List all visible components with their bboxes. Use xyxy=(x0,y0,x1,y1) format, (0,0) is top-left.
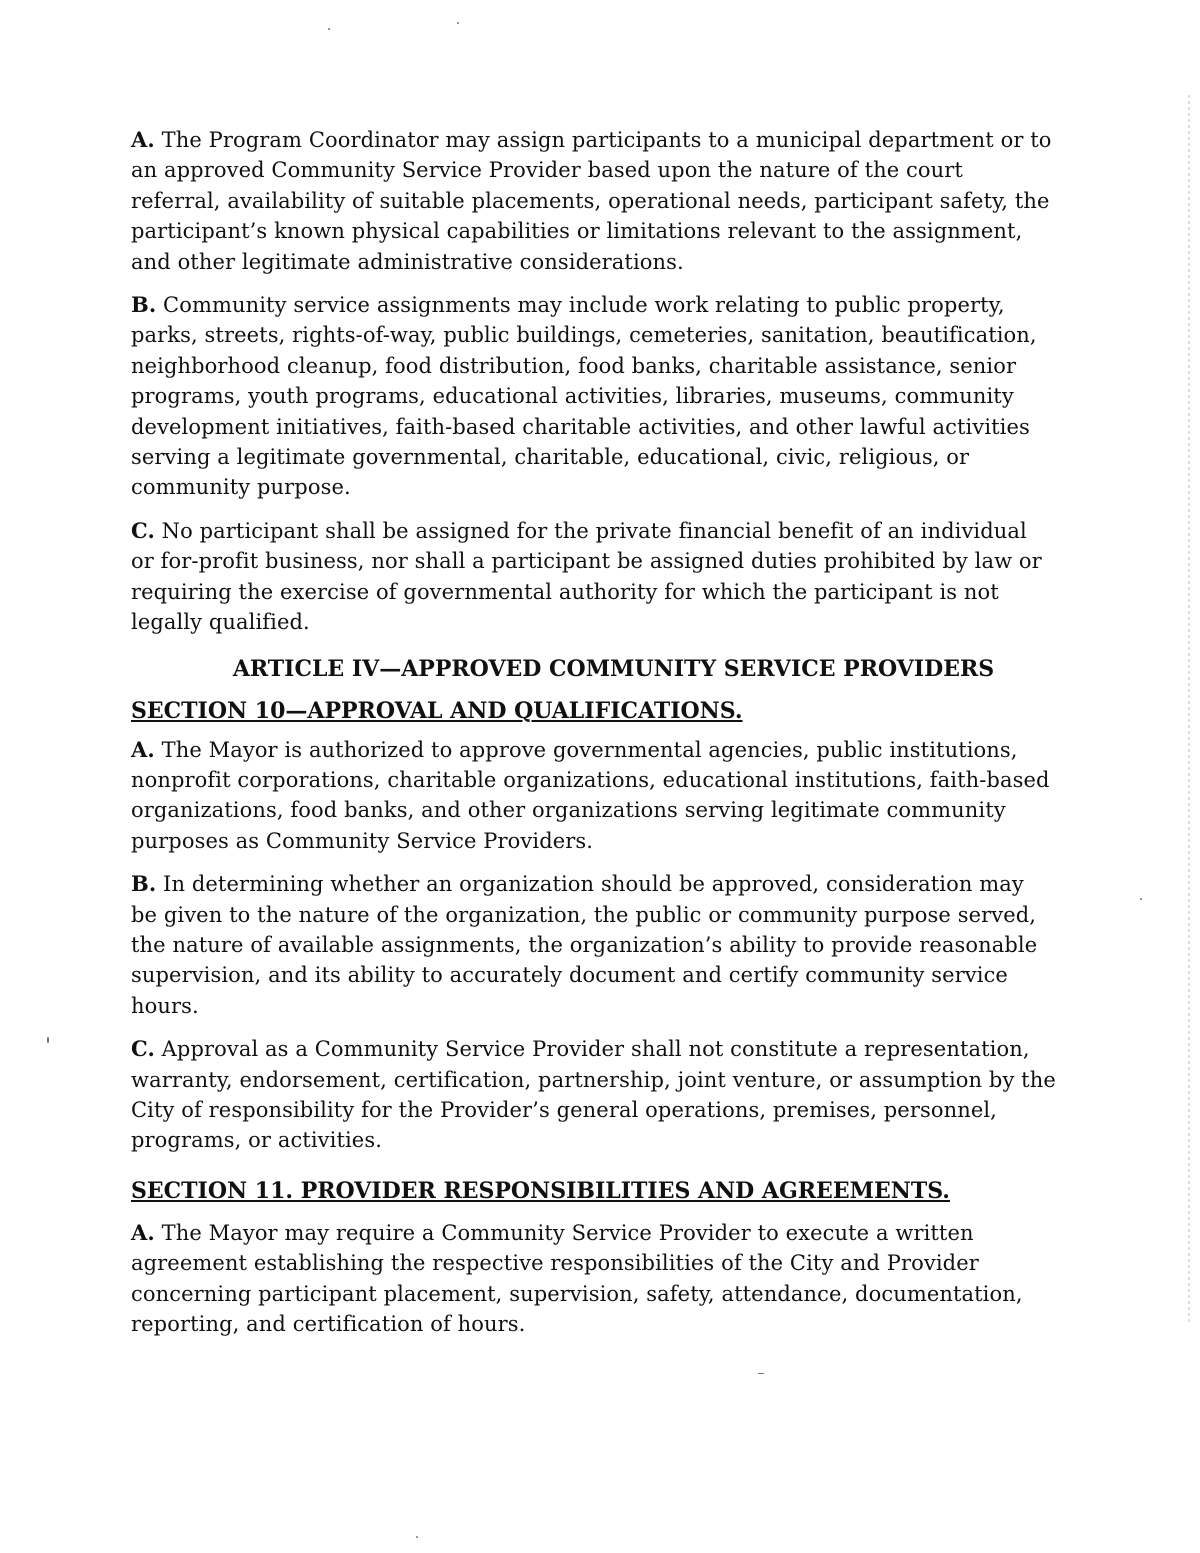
paragraph-label: A. xyxy=(131,127,155,152)
scan-speck xyxy=(416,1536,418,1538)
section-10-paragraph-a xyxy=(131,735,1056,857)
scan-edge-marks xyxy=(1188,95,1190,1325)
paragraph-text: Approval as a Community Service Provider shall not constitute a representation, warranty, endorsement, certification, partnership, joint venture, or assumption by the City of responsibility for the Provider’s general operations, premises, personnel, programs, or activities. xyxy=(131,1037,1056,1153)
paragraph-text: The Program Coordinator may assign participants to a municipal department or to an approved Community Service Provider based upon the nature of the court referral, availability of suitable placements, operational needs, participant safety, the participant’s known physical capabilities or limitations relevant to the assignment, and other legitimate administrative considerations. xyxy=(131,128,1052,274)
section-10-heading: SECTION 10—APPROVAL AND QUALIFICATIONS. xyxy=(131,697,743,724)
section-10-paragraph-c xyxy=(131,1034,1056,1156)
paragraph-text: The Mayor may require a Community Service Provider to execute a written agreement establishing the respective responsibilities of the City and Provider concerning participant placement, supervision, safety, attendance, documentation, reporting, and certification of hours. xyxy=(131,1220,1023,1336)
paragraph-text: Community service assignments may include work relating to public property, parks, streets, rights-of-way, public buildings, cemeteries, sanitation, beautification, neighborhood cleanup, food distribution, food banks, charitable assistance, senior programs, youth programs, educational activities, libraries, museums, community development initiatives, faith-based charitable activities, and other lawful activities serving a legitimate governmental, charitable, educational, civic, religious, or community purpose. xyxy=(131,293,1037,500)
paragraph-label: A. xyxy=(131,736,155,762)
document-body xyxy=(131,125,1056,1352)
paragraph-label: B. xyxy=(131,871,157,897)
section-11-heading: SECTION 11. PROVIDER RESPONSIBILITIES AND AGREEMENTS. xyxy=(131,1177,950,1204)
paragraph-b-assignment-types xyxy=(131,290,1056,503)
paragraph-label: A. xyxy=(131,1219,155,1245)
article-heading: ARTICLE IV—APPROVED COMMUNITY SERVICE PROVIDERS xyxy=(232,655,995,682)
scan-speck xyxy=(758,1373,764,1374)
scan-speck xyxy=(47,1037,49,1043)
paragraph-text: In determining whether an organization should be approved, consideration may be given to the nature of the organization, the public or community purpose served, the nature of available assignments, the organization’s ability to provide reasonable supervision, and its ability to accurately document and certify community service hours. xyxy=(131,872,1038,1018)
paragraph-c-prohibited-assignments xyxy=(131,516,1056,638)
paragraph-label: C. xyxy=(131,1036,155,1062)
scan-speck xyxy=(457,22,459,24)
paragraph-text: No participant shall be assigned for the private financial benefit of an individual or for-profit business, nor shall a participant be assigned duties prohibited by law or requiring the exercise of governmental authority for which the participant is not legally qualified. xyxy=(131,518,1042,635)
paragraph-a-assignment xyxy=(131,125,1056,277)
section-11-paragraph-a xyxy=(131,1218,1056,1340)
section-10-paragraph-b xyxy=(131,869,1056,1021)
paragraph-text: The Mayor is authorized to approve governmental agencies, public institutions, nonprofit corporations, charitable organizations, educational institutions, faith-based organizations, food banks, and other organizations serving legitimate community purposes as Community Service Providers. xyxy=(131,737,1050,853)
scan-speck xyxy=(1140,898,1142,900)
paragraph-label: B. xyxy=(131,292,157,318)
paragraph-label: C. xyxy=(131,517,155,543)
scan-speck xyxy=(328,28,330,30)
